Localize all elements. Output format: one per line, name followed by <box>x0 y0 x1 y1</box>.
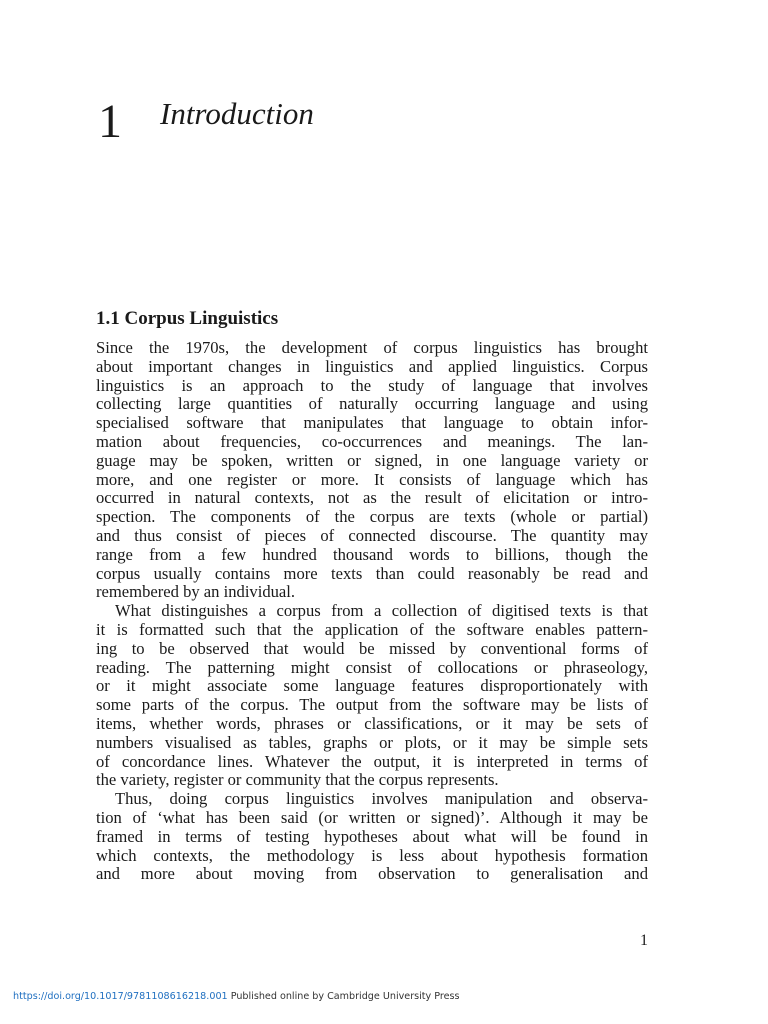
doi-link[interactable]: https://doi.org/10.1017/9781108616218.001 <box>13 991 228 1002</box>
text-line: guage may be spoken, written or signed, in one language variety or <box>96 450 648 470</box>
text-line: Thus, doing corpus linguistics involves manipulation and observa- <box>115 789 648 809</box>
text-line: occurred in natural contexts, not as the result of elicitation or intro- <box>96 488 648 508</box>
text-line: the variety, register or community that the corpus represents. <box>96 770 499 790</box>
text-line: about important changes in linguistics and applied linguistics. Corpus <box>96 356 648 376</box>
text-line: of concordance lines. Whatever the output, it is interpreted in terms of <box>96 751 648 771</box>
publisher-note: Published online by Cambridge University Press <box>230 991 460 1002</box>
text-line: collecting large quantities of naturally occurring language and using <box>96 394 648 414</box>
text-line: spection. The components of the corpus are texts (whole or partial) <box>96 507 648 527</box>
text-line: ing to be observed that would be missed by conventional forms of <box>96 638 648 658</box>
text-line: some parts of the corpus. The output from the software may be lists of <box>96 695 648 715</box>
text-line: remembered by an individual. <box>96 582 296 602</box>
section-heading: 1.1 Corpus Linguistics <box>96 308 279 329</box>
text-line: numbers visualised as tables, graphs or plots, or it may be simple sets <box>96 732 648 752</box>
text-line: reading. The patterning might consist of collocations or phraseology, <box>96 657 648 677</box>
text-line: corpus usually contains more texts than could reasonably be read and <box>96 563 648 583</box>
text-line: more, and one register or more. It consists of language which has <box>96 469 648 489</box>
chapter-number: 1 <box>98 95 122 148</box>
text-line: What distinguishes a corpus from a collection of digitised texts is that <box>115 601 648 621</box>
text-line: mation about frequencies, co-occurrences and meanings. The lan- <box>96 431 648 451</box>
text-line: range from a few hundred thousand words to billions, though the <box>96 544 648 564</box>
text-line: and more about moving from observation to generalisation and <box>96 864 648 884</box>
text-line: items, whether words, phrases or classifications, or it may be sets of <box>96 713 648 733</box>
chapter-title: Introduction <box>160 96 314 131</box>
text-line: framed in terms of testing hypotheses about what will be found in <box>96 826 648 846</box>
text-line: specialised software that manipulates that language to obtain infor- <box>96 413 648 433</box>
page-number: 1 <box>640 932 648 949</box>
text-line: or it might associate some language features disproportionately with <box>96 676 648 696</box>
text-line: tion of ‘what has been said (or written or signed)’. Although it may be <box>96 807 648 827</box>
footer <box>13 990 460 1004</box>
body-text <box>96 339 648 884</box>
text-line: linguistics is an approach to the study of language that involves <box>96 375 648 395</box>
text-line: it is formatted such that the application of the software enables pattern- <box>96 619 648 639</box>
text-line: and thus consist of pieces of connected discourse. The quantity may <box>96 525 648 545</box>
text-line: Since the 1970s, the development of corpus linguistics has brought <box>96 338 648 357</box>
text-line: which contexts, the methodology is less about hypothesis formation <box>96 845 648 865</box>
